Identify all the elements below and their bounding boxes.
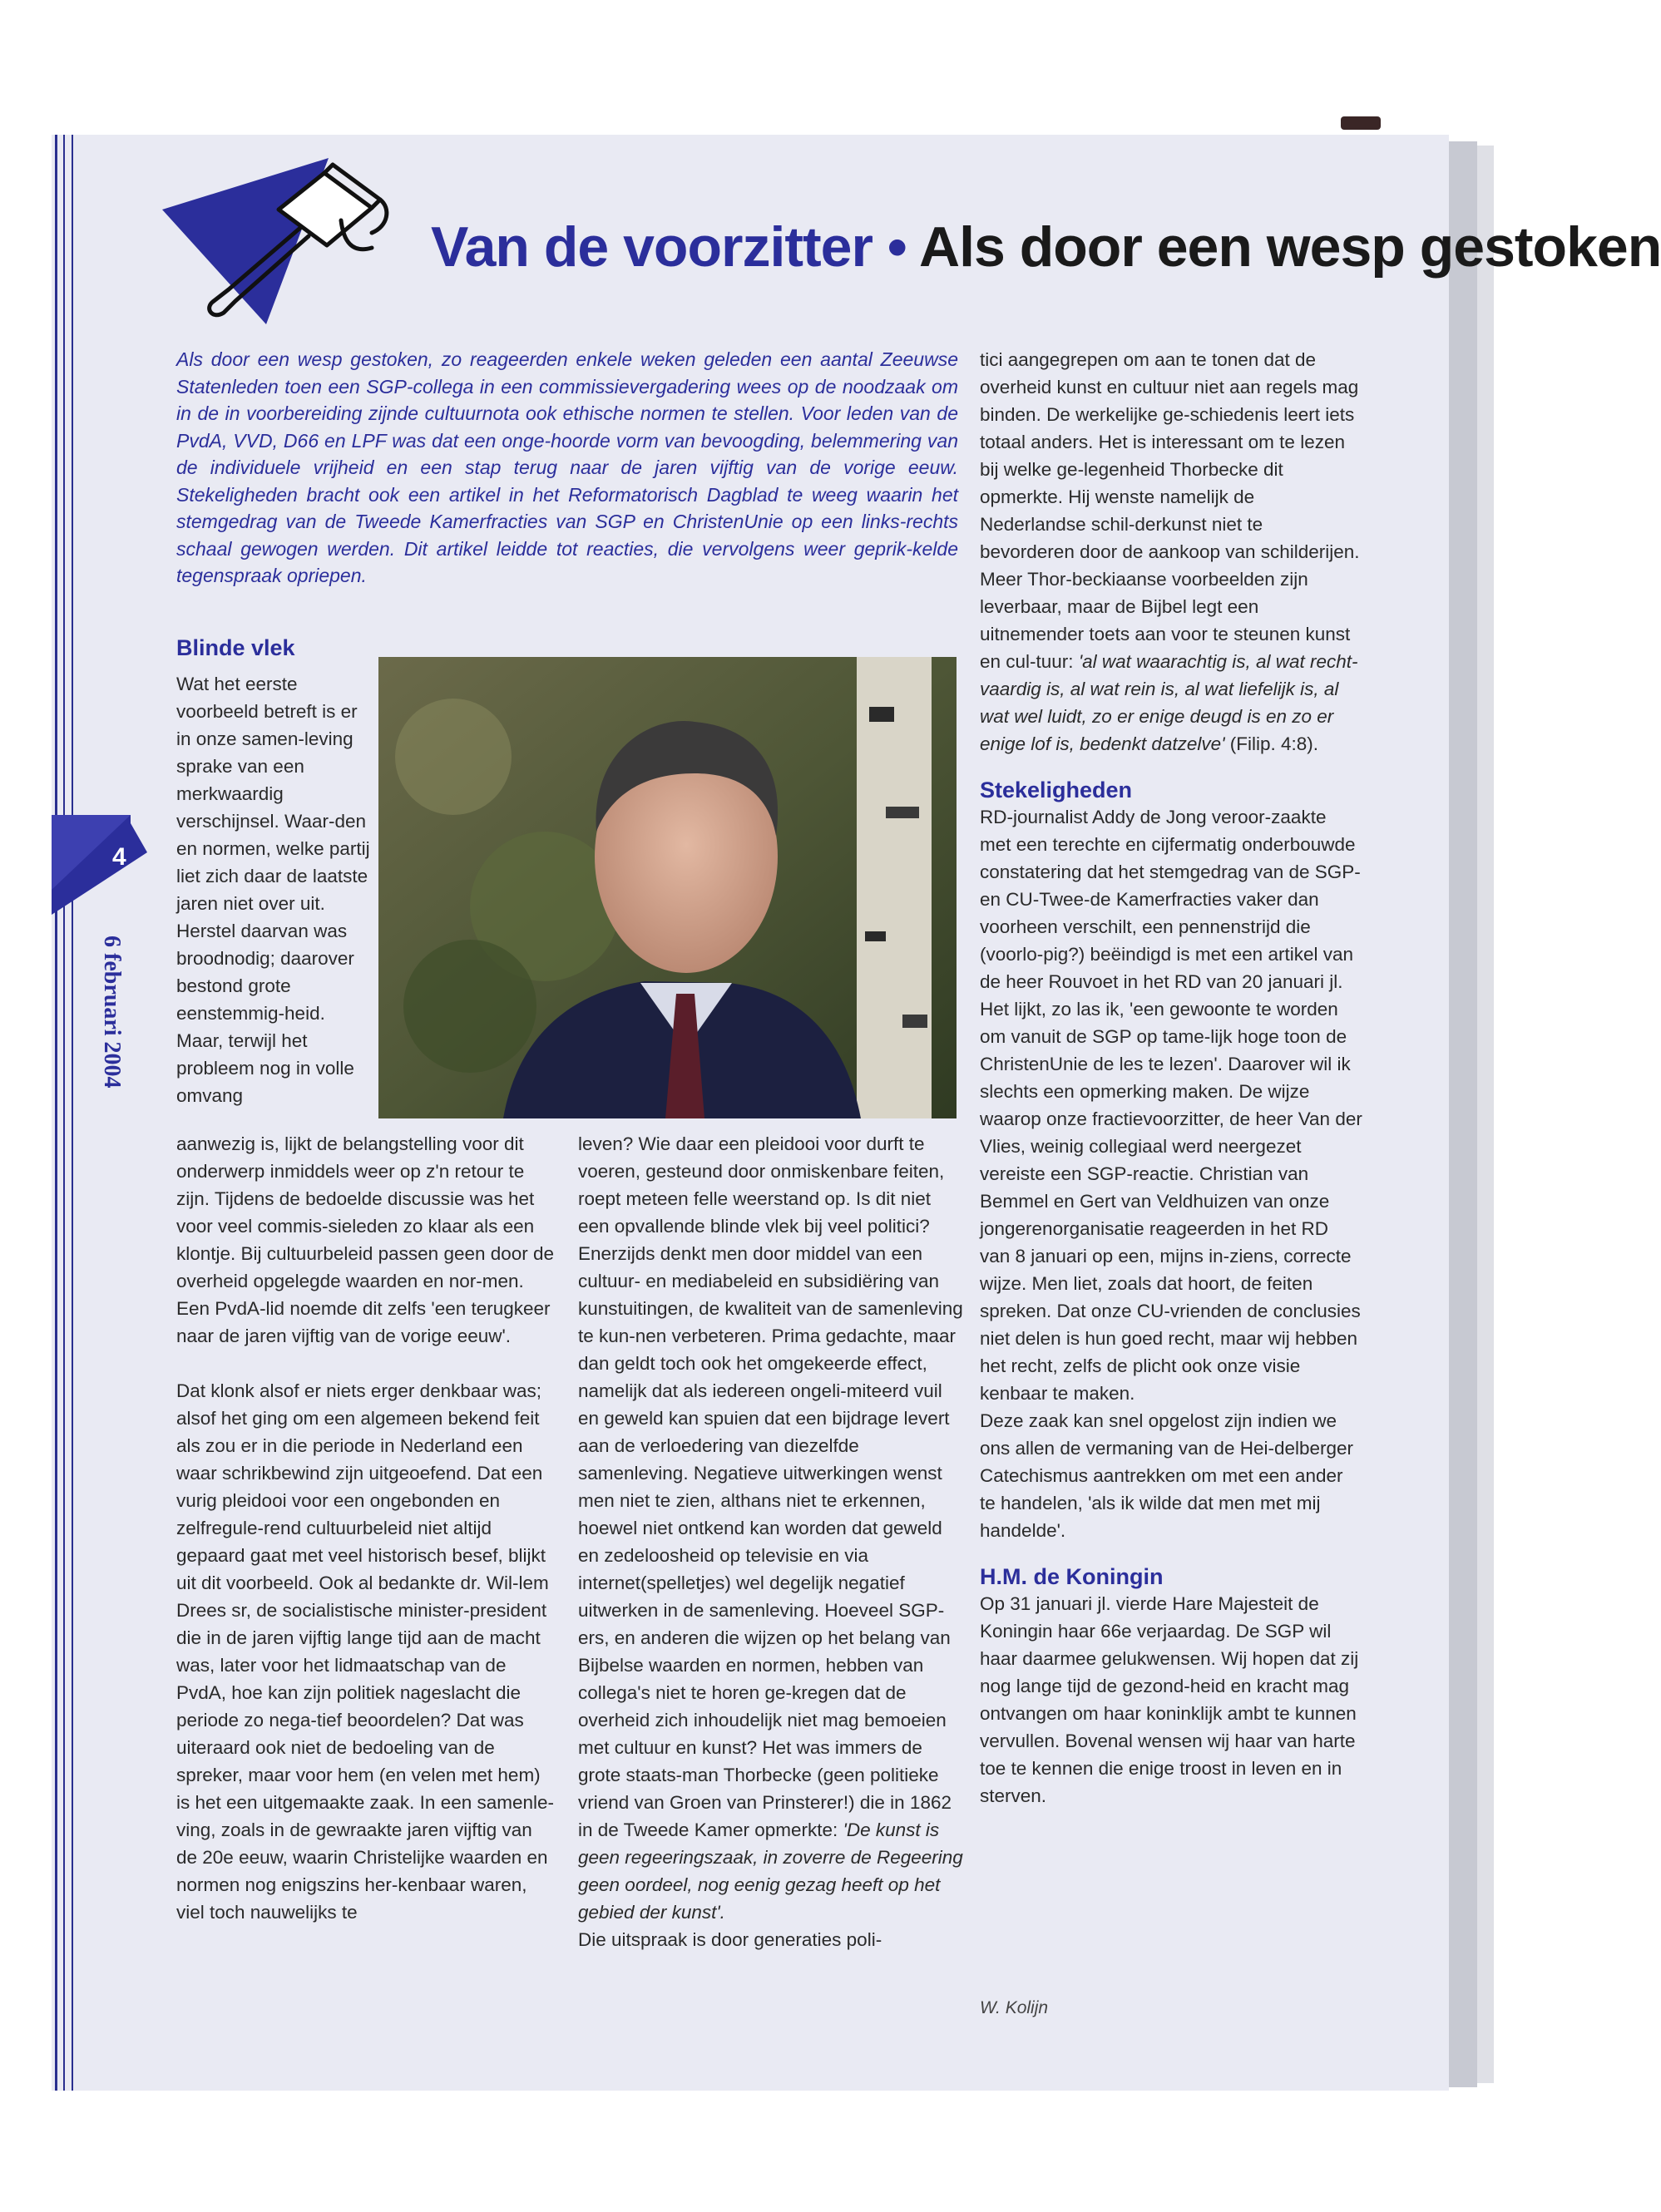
spine-line	[63, 135, 65, 2091]
bible-quote: 'al wat waarachtig is, al wat recht-vaardig is, al wat rein is, al wat liefelijk is, al wat wel luidt, zo er enige deugd is en zo er enige lof is, bedenkt datzelve'	[980, 651, 1358, 754]
gavel-icon	[154, 150, 420, 333]
article-paragraph	[176, 1130, 555, 1926]
article-text: leven? Wie daar een pleidooi voor durft te voeren, gesteund door onmiskenbare feiten, roept meteen felle weerstand op. Is dit niet een opvallende blinde vlek bij veel politici? Enerzijds denkt men door middel van een cultuur- en mediabeleid en subsidiëring van kunstuitingen, de kwaliteit van de samenleving te kun-nen verbeteren. Prima gedachte, maar dan geldt toch ook het omgekeerde effect, namelijk dat als iedereen ongeli-miteerd vuil en geweld kan spuien dat een bijdrage levert aan de verloedering van diezelfde samenleving. Negatieve uitwerkingen wenst men niet te zien, althans niet te erkennen, hoewel niet ontkend kan worden dat geweld en zedeloosheid op televisie en via internet(spelletjes) wel degelijk negatief uitwerken in de samenleving. Hoeveel SGP-ers, en anderen die wijzen op het belang van Bijbelse waarden en normen, hebben van collega's niet te horen ge-kregen dat de overheid zich inhoudelijk niet mag bemoeien met cultuur en kunst? Het was immers de grote staats-man Thorbecke (geen politieke vriend van Groen van Prinsterer!) die in 1862 in de Tweede Kamer opmerkte:	[578, 1133, 963, 1840]
section-heading-blinde-vlek: Blinde vlek	[176, 635, 295, 660]
article-paragraph: Wat het eerste voorbeeld betreft is er in onze samen-leving sprake van een merkwaardig verschijnsel. Waar-den en normen, welke partij liet zich daar de laatste jaren niet over uit. Herstel daarvan was broodnodig; daarover bestond grote eenstemmig-heid. Maar, terwijl het probleem nog in volle omvang	[176, 674, 370, 1106]
right-column	[980, 346, 1362, 1810]
article-text: Die uitspraak is door generaties poli-	[578, 1929, 882, 1950]
page-edge	[1449, 141, 1477, 2087]
article-text: Dat klonk alsof er niets erger denkbaar was; alsof het ging om een algemeen bekend feit als zou er in die periode in Nederland een waar schrikbewind zijn uitgeoefend. Dat een vurig pleidooi voor een ongebonden en zelfregule-rend cultuurbeleid niet altijd gepaard gaat met veel historisch besef, blijkt uit dit voorbeeld. Ook al bedankte dr. Wil-lem Drees sr, de socialistische minister-president die in de jaren vijftig lange tijd aan de macht was, later voor het lidmaatschap van de PvdA, hoe kan zijn politiek nageslacht die periode zo nega-tief beoordelen? Dat was uiteraard ook niet de bedoeling van de spreker, maar voor hem (en velen met hem) is het een uitgemaakte zaak. In een samenle-ving, zoals in de gewraakte jaren vijftig van de 20e eeuw, waarin Christelijke waarden en normen nog enigszins her-kenbaar waren, viel toch nauwelijks te	[176, 1380, 555, 1923]
section-heading-koningin: H.M. de Koningin	[980, 1564, 1164, 1589]
article-paragraph	[980, 346, 1362, 758]
page-title	[431, 215, 1661, 279]
article-paragraph: Op 31 januari jl. vierde Hare Majesteit de Koningin haar 66e verjaardag. De SGP wil haar daarmee gelukwensen. Wij hopen dat zij nog lange tijd de gezond-heid en kracht mag ontvangen om haar koninklijk ambt te kunnen vervullen. Bovenal wensen wij haar van harte toe te kennen die enige troost in leven en in sterven.	[980, 1593, 1359, 1806]
spine-line	[55, 135, 57, 2091]
article-paragraph: RD-journalist Addy de Jong veroor-zaakte met een terechte en cijfermatig onderbouwde constatering dat het stemgedrag van de SGP- en CU-Twee-de Kamerfracties vaker dan voorheen verschilt, een pennenstrijd die (voorlo-pig?) beëindigd is met een artikel van de heer Rouvoet in het RD van 20 januari jl. Het lijkt, zo las ik, 'een gewoonte te worden om vanuit de SGP op tame-lijk hoge toon de ChristenUnie de les te lezen'. Daarover wil ik slechts een opmerking maken. De wijze waarop onze fractievoorzitter, de heer Van der Vlies, weinig collegiaal werd neergezet vereiste een SGP-reactie. Christian van Bemmel en Gert van Veldhuizen van onze jongerenorganisatie reageerden in het RD van 8 januari op een, mijns in-ziens, correcte wijze. Men liet, zoals dat hoort, de feiten spreken. Dat onze CU-vrienden de conclusies niet delen is hun goed recht, maar wij hebben het recht, zelfs de plicht ook onze visie kenbaar te maken.	[980, 807, 1362, 1404]
title-article: Als door een wesp gestoken	[919, 215, 1661, 279]
article-paragraph	[578, 1130, 965, 1953]
page-edge	[1477, 146, 1494, 2083]
article-text: tici aangegrepen om aan te tonen dat de overheid kunst en cultuur niet aan regels mag binden. De werkelijke ge-schiedenis leert iets totaal anders. Het is interessant om te lezen bij welke ge-legenheid Thorbecke dit opmerkte. Hij wenste namelijk de Nederlandse schil-derkunst niet te bevorderen door de aankoop van schilderijen. Meer Thor-beckiaanse voorbeelden zijn leverbaar, maar de Bijbel legt een uitnemender toets aan voor te steunen kunst en cul-tuur:	[980, 349, 1360, 672]
author-signature: W. Kolijn	[980, 1998, 1049, 2017]
bible-reference: (Filip. 4:8).	[1229, 733, 1319, 754]
bookmark-tab	[1341, 116, 1381, 130]
title-section: Van de voorzitter	[431, 215, 873, 279]
article-paragraph: Deze zaak kan snel opgelost zijn indien we ons allen de vermaning van de Hei-delberger Catechismus aantrekken om met een ander te handelen, 'als ik wilde dat men met mij handelde'.	[980, 1410, 1354, 1541]
page-tab-triangle-icon	[52, 815, 151, 915]
title-bullet: •	[887, 215, 907, 279]
issue-date: 6 februari 2004	[99, 936, 125, 1089]
article-text: aanwezig is, lijkt de belangstelling voor dit onderwerp inmiddels weer op z'n retour te zijn. Tijdens de bedoelde discussie was het voor veel commis-sieleden zo klaar als een klontje. Bij cultuurbeleid passen geen door de overheid opgelegde waarden en nor-men. Een PvdA-lid noemde dit zelfs 'een terugkeer naar de jaren vijftig van de vorige eeuw'.	[176, 1133, 555, 1346]
intro-paragraph: Als door een wesp gestoken, zo reageerden enkele weken geleden een aantal Zeeuwse Statenleden toen een SGP-collega in een commissievergadering wees op de noodzaak om in de in voorbereiding zijnde cultuurnota ook ethische normen te stellen. Voor leden van de PvdA, VVD, D66 en LPF was dat een onge-hoorde vorm van bevoogding, belemmering van de individuele vrijheid en een stap terug naar de jaren vijftig van de vorige eeuw. Stekeligheden bracht ook een artikel in het Reformatorisch Dagblad te weeg waarin het stemgedrag van de Tweede Kamerfracties van SGP en ChristenUnie op een links-rechts schaal gewogen werden. Dit artikel leidde tot reacties, die vervolgens weer geprik-kelde tegenspraak opriepen.	[176, 348, 958, 586]
spine-line	[72, 135, 73, 2091]
section-heading-stekeligheden: Stekeligheden	[980, 778, 1133, 802]
thorbecke-quote: 'De kunst is geen regeeringszaak, in zoverre de Regeering geen oordeel, nog eenig gezag heeft op het gebied der kunst'.	[578, 1819, 963, 1923]
portrait-photo	[378, 657, 957, 1118]
page-number: 4	[112, 843, 126, 871]
